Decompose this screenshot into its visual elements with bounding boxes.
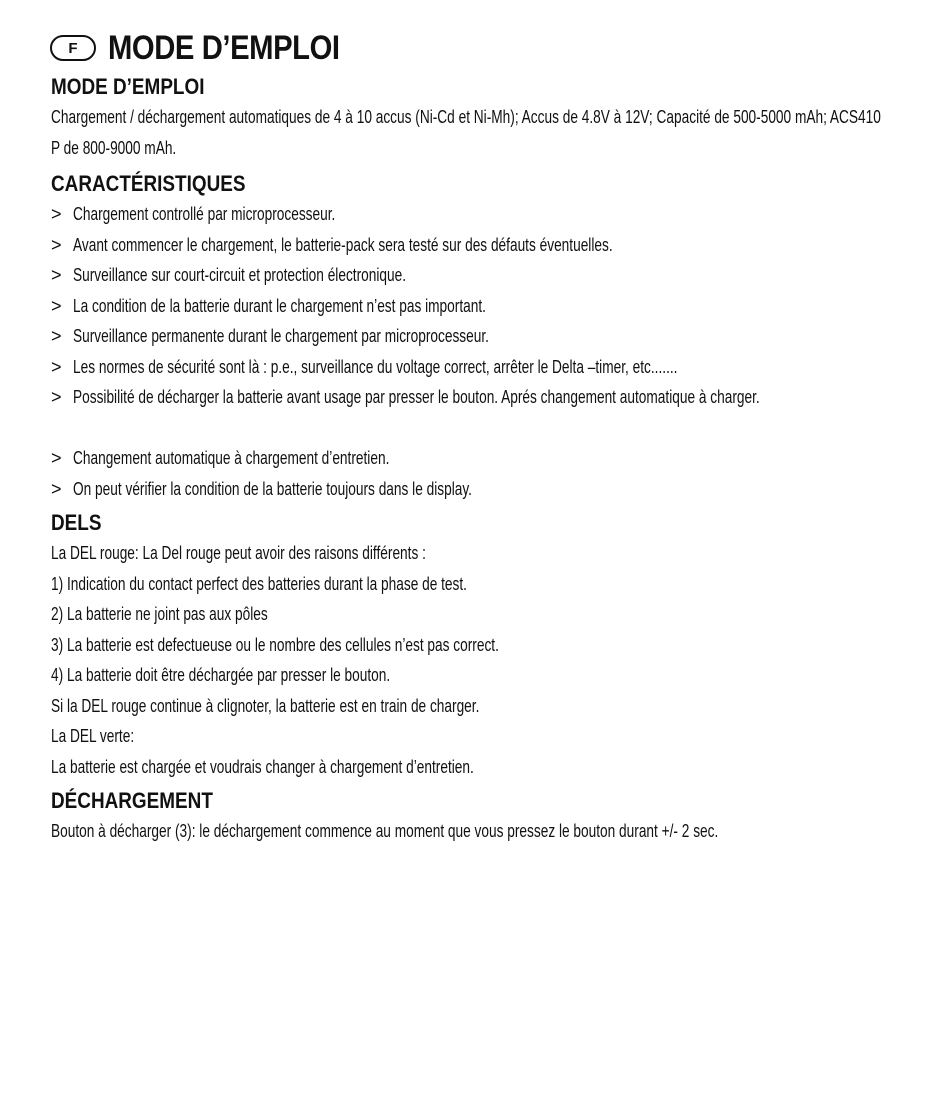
dels-line: Si la DEL rouge continue à clignoter, la batterie est en train de charger. [51,695,480,716]
list-item [51,199,891,230]
page-header [50,26,377,70]
dels-line: 2) La batterie ne joint pas aux pôles [51,604,268,624]
discharge-description: Bouton à décharger (3): le déchargement commence au moment que vous pressez le bouton durant +/- 2 sec. [51,821,719,841]
dels-line: 3) La batterie est defectueuse ou le nombre des cellules n’est pas correct. [51,634,499,655]
list-item-text: Chargement controllé par microprocesseur. [73,204,336,224]
list-item [51,230,891,261]
dels-text [51,538,891,782]
bullet-marker: > [51,478,62,499]
mode-description: Chargement / déchargement automatiques de 4 à 10 accus (Ni-Cd et Ni-Mh); Accus de 4.8V à 12V; Capacité de 500-5000 mAh; ACS410 P de 800-9000 mAh. [51,107,881,158]
list-item-text: Possibilité de décharger la batterie avant usage par presser le bouton. Aprés changement automatique à charger. [73,387,760,407]
features-list [51,199,891,504]
bullet-marker: > [51,295,62,316]
list-item-text: Surveillance sur court-circuit et protection électronique. [73,265,407,285]
language-badge: F [50,35,96,61]
bullet-marker: > [51,448,62,468]
list-item-text: Changement automatique à chargement d’entretien. [73,448,390,468]
bullet-marker: > [51,356,62,377]
bullet-marker: > [51,326,62,346]
list-item [51,474,891,505]
dels-line: La DEL rouge: La Del rouge peut avoir des raisons différents : [51,543,426,563]
section-heading-dels: DELS [51,510,102,535]
list-item [51,352,891,383]
dels-line: La DEL verte: [51,726,135,746]
list-item-text: La condition de la batterie durant le chargement n’est pas important. [73,295,486,316]
section-heading-discharge: DÉCHARGEMENT [51,788,213,813]
list-item [51,321,891,352]
bullet-marker: > [51,265,62,285]
dels-line: La batterie est chargée et voudrais changer à chargement d’entretien. [51,756,474,777]
bullet-marker: > [51,204,62,224]
list-item [51,382,891,443]
list-item-text: Avant commencer le chargement, le batterie-pack sera testé sur des défauts éventuelles. [73,234,613,255]
list-item [51,443,891,474]
bullet-marker: > [51,387,62,407]
page-title: MODE D’EMPLOI [108,28,340,67]
dels-line: 4) La batterie doit être déchargée par presser le bouton. [51,665,391,685]
list-item [51,291,891,322]
manual-content [51,72,891,847]
section-heading-features: CARACTÉRISTIQUES [51,171,246,196]
list-item-text: On peut vérifier la condition de la batterie toujours dans le display. [73,478,472,499]
list-item-text: Les normes de sécurité sont là : p.e., surveillance du voltage correct, arrêter le Delta –timer, etc....... [73,356,678,377]
list-item [51,260,891,291]
dels-line: 1) Indication du contact perfect des batteries durant la phase de test. [51,573,467,594]
bullet-marker: > [51,234,62,255]
list-item-text: Surveillance permanente durant le chargement par microprocesseur. [73,326,489,346]
section-heading-mode: MODE D’EMPLOI [51,74,205,99]
